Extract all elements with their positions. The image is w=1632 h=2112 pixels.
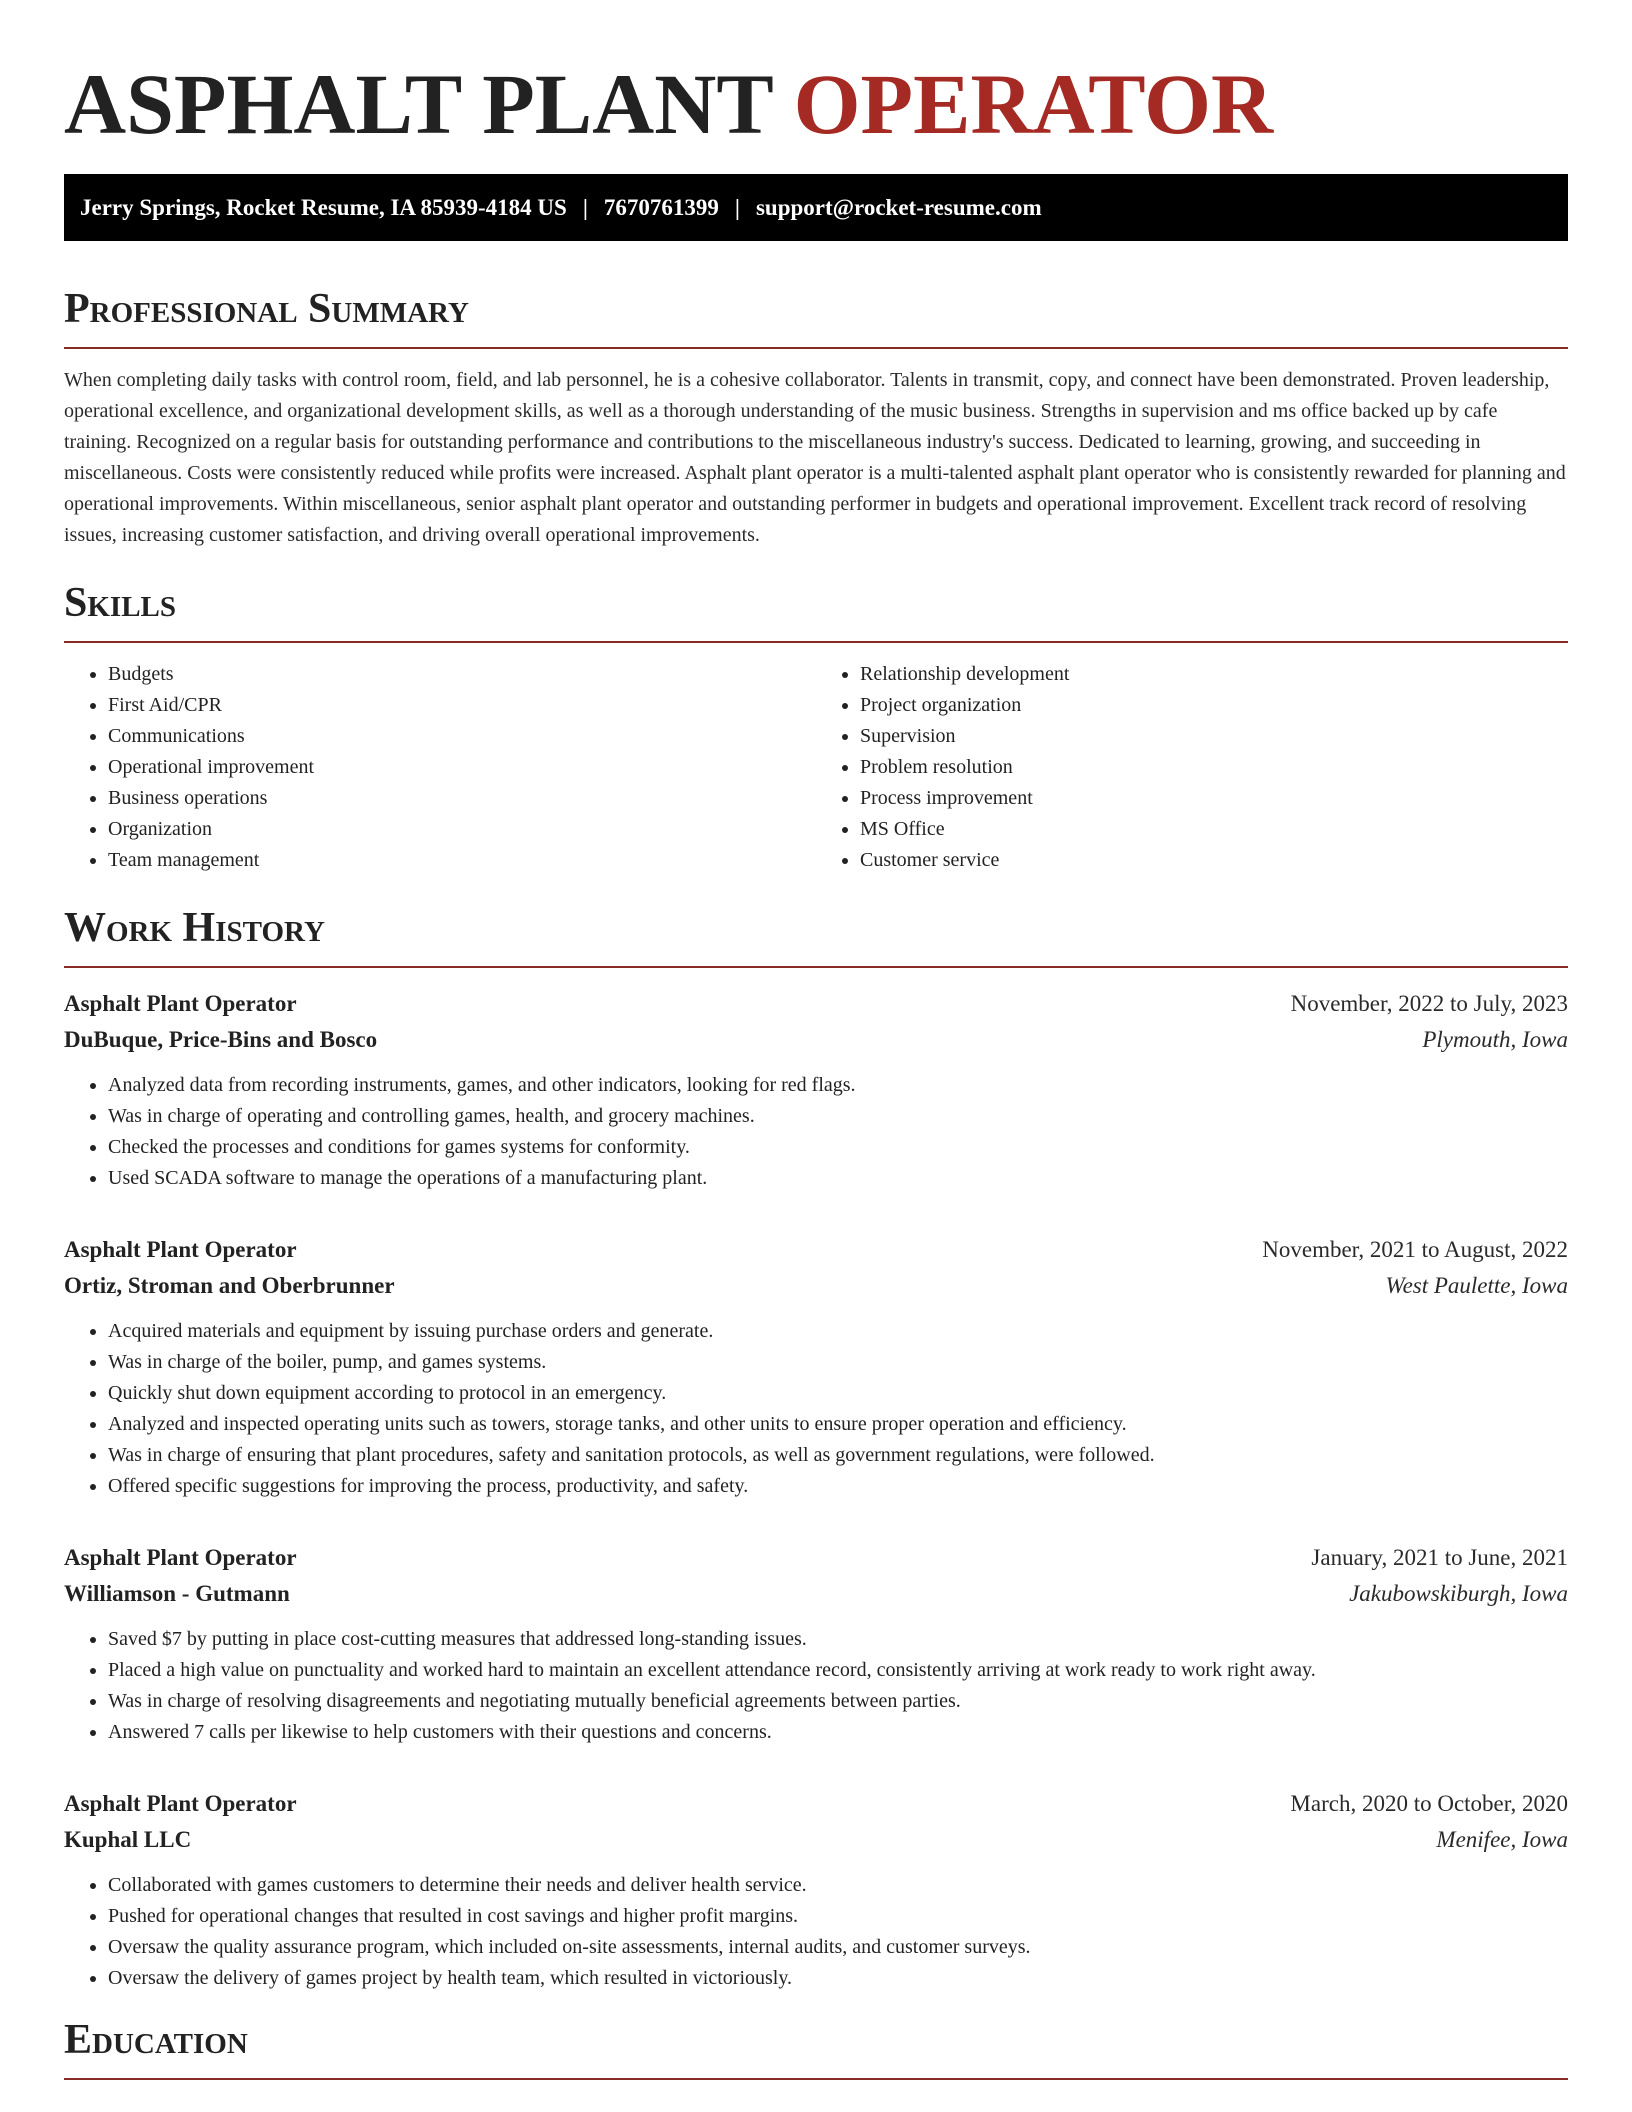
skill-item: • Problem resolution [860,752,1568,783]
section-divider [64,966,1568,968]
job-title: Asphalt Plant Operator [64,1791,297,1816]
job-bullet: • Acquired materials and equipment by issuing purchase orders and generate. [108,1316,1568,1347]
job-entry [64,1786,1568,1994]
job-bullet: • Was in charge of operating and controlling games, health, and grocery machines. [108,1101,1568,1132]
job-bullet: • Oversaw the delivery of games project by health team, which resulted in victoriously. [108,1963,1568,1994]
job-bullets [64,1870,1568,1994]
skill-item: • Project organization [860,690,1568,721]
job-entry [64,1232,1568,1502]
skill-item: • Customer service [860,845,1568,876]
job-company-row [64,1268,1568,1304]
job-bullet: • Offered specific suggestions for improving the process, productivity, and safety. [108,1471,1568,1502]
job-bullet: • Checked the processes and conditions for games systems for conformity. [108,1132,1568,1163]
job-location: Jakubowskiburgh, Iowa [1349,1581,1568,1606]
summary-text: When completing daily tasks with control room, field, and lab personnel, he is a cohesive collaborator. Talents in transmit, copy, and connect have been demonstrated. Proven leadership, operational excellence, and organizational development skills, as well as a thorough understanding of the music business. Strengths in supervision and ms office backed up by cafe training. Recognized on a regular basis for outstanding performance and contributions to the miscellaneous industry's success. Dedicated to learning, growing, and succeeding in miscellaneous. Costs were consistently reduced while profits were increased. Asphalt plant operator is a multi-talented asphalt plant operator who is consistently rewarded for planning and operational improvements. Within miscellaneous, senior asphalt plant operator and outstanding performer in budgets and operational improvement. Excellent track record of resolving issues, increasing customer satisfaction, and driving overall operational improvements. [64,369,1566,546]
skill-item: • Team management [108,845,816,876]
job-dates: March, 2020 to October, 2020 [1290,1791,1568,1816]
job-entry [64,1540,1568,1748]
skills-list-left [64,659,816,876]
job-header-row [64,1232,1568,1268]
job-dates: November, 2021 to August, 2022 [1262,1237,1568,1262]
skill-item: • First Aid/CPR [108,690,816,721]
name-last: OPERATOR [793,56,1274,152]
job-title: Asphalt Plant Operator [64,1237,297,1262]
job-bullets [64,1070,1568,1194]
job-location: Plymouth, Iowa [1422,1027,1568,1052]
job-bullet: • Oversaw the quality assurance program, which included on-site assessments, internal audits, and customer surveys. [108,1932,1568,1963]
job-bullet: • Was in charge of the boiler, pump, and games systems. [108,1347,1568,1378]
job-header-row [64,986,1568,1022]
skills-heading: Skills [64,580,177,626]
summary-section [64,285,1568,551]
skill-item: • Organization [108,814,816,845]
job-bullet: • Analyzed data from recording instruments, games, and other indicators, looking for red flags. [108,1070,1568,1101]
job-bullet: • Collaborated with games customers to determine their needs and deliver health service. [108,1870,1568,1901]
job-company: Kuphal LLC [64,1827,192,1852]
job-company-row [64,1576,1568,1612]
contact-separator: | [734,194,740,220]
contact-bar [64,174,1568,241]
job-header-row [64,1786,1568,1822]
skills-section [64,579,1568,876]
skill-item: • Operational improvement [108,752,816,783]
contact-address: Jerry Springs, Rocket Resume, IA 85939-4184 US [80,194,567,220]
job-bullets [64,1316,1568,1502]
skill-item: • Supervision [860,721,1568,752]
skill-item: • Budgets [108,659,816,690]
section-divider [64,2078,1568,2080]
job-bullet: • Pushed for operational changes that resulted in cost savings and higher profit margins. [108,1901,1568,1932]
job-title: Asphalt Plant Operator [64,1545,297,1570]
job-bullet: • Quickly shut down equipment according to protocol in an emergency. [108,1378,1568,1409]
job-location: West Paulette, Iowa [1385,1273,1568,1298]
job-location: Menifee, Iowa [1436,1827,1568,1852]
work-history-section [64,904,1568,1994]
section-divider [64,347,1568,349]
contact-email: support@rocket-resume.com [755,194,1042,220]
skill-item: • Relationship development [860,659,1568,690]
job-company: Williamson - Gutmann [64,1581,290,1606]
summary-heading: Professional Summary [64,286,469,332]
job-company-row [64,1822,1568,1858]
skill-item: • Communications [108,721,816,752]
skill-item: • Business operations [108,783,816,814]
job-bullet: • Was in charge of resolving disagreements and negotiating mutually beneficial agreements between parties. [108,1686,1568,1717]
contact-separator: | [582,194,588,220]
job-header-row [64,1540,1568,1576]
job-bullet: • Was in charge of ensuring that plant procedures, safety and sanitation protocols, as well as government regulations, were followed. [108,1440,1568,1471]
job-bullet: • Placed a high value on punctuality and worked hard to maintain an excellent attendance record, consistently arriving at work ready to work right away. [108,1655,1568,1686]
job-company: DuBuque, Price-Bins and Bosco [64,1027,378,1052]
work-history-heading: Work History [64,905,325,951]
job-bullet: • Saved $7 by putting in place cost-cutting measures that addressed long-standing issues. [108,1624,1568,1655]
job-bullet: • Used SCADA software to manage the operations of a manufacturing plant. [108,1163,1568,1194]
resume-name [64,56,1568,152]
job-bullet: • Analyzed and inspected operating units such as towers, storage tanks, and other units to ensure proper operation and efficiency. [108,1409,1568,1440]
skill-item: • MS Office [860,814,1568,845]
job-bullet: • Answered 7 calls per likewise to help customers with their questions and concerns. [108,1717,1568,1748]
job-dates: November, 2022 to July, 2023 [1290,991,1568,1016]
job-bullets [64,1624,1568,1748]
job-entry [64,986,1568,1194]
job-company-row [64,1022,1568,1058]
section-divider [64,641,1568,643]
education-section [64,2016,1568,2080]
skills-list-right [816,659,1568,876]
name-first: ASPHALT PLANT [64,56,773,152]
skills-columns [64,659,1568,876]
job-dates: January, 2021 to June, 2021 [1311,1545,1568,1570]
job-title: Asphalt Plant Operator [64,991,297,1016]
education-heading: Education [64,2017,248,2063]
job-company: Ortiz, Stroman and Oberbrunner [64,1273,395,1298]
contact-phone: 7670761399 [603,194,719,220]
skill-item: • Process improvement [860,783,1568,814]
